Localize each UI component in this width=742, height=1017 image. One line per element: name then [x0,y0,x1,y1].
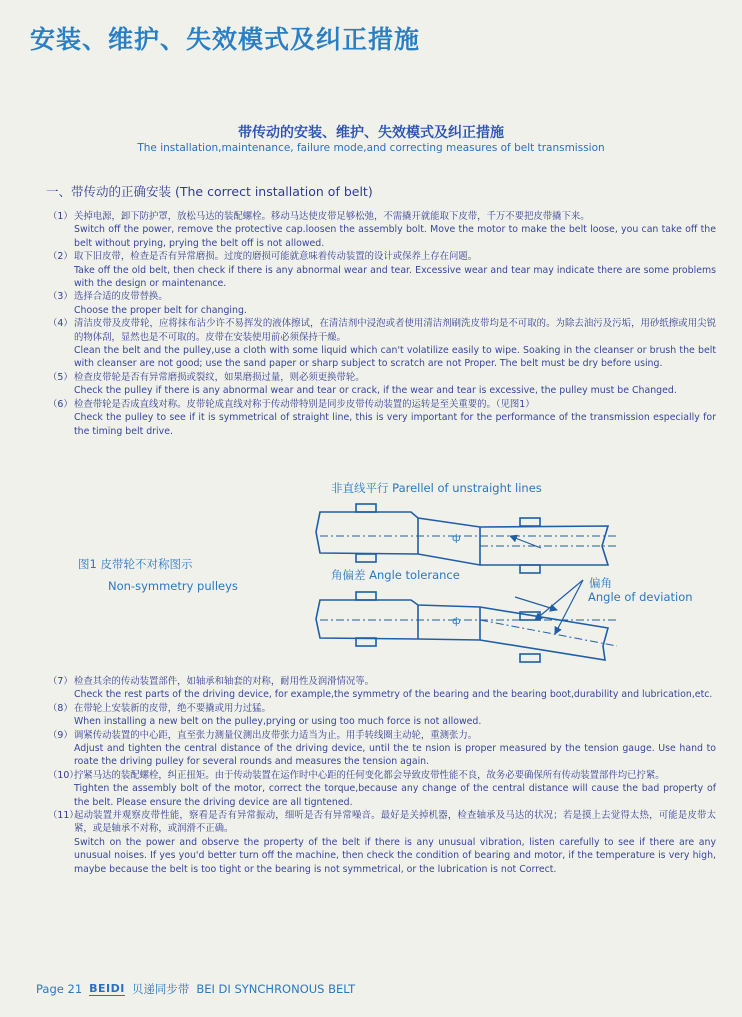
item-text-cn: 关掉电源，卸下防护罩，放松马达的装配螺栓。移动马达使皮带足够松弛，不需撬开就能取下皮带，千万不要把皮带撬下来。 [74,211,590,222]
brand-logo: BEIDI [89,982,125,995]
item-number: （8） [48,702,73,714]
item-text-cn: 在带轮上安装新的皮带，绝不要撬或用力过猛。 [74,702,271,714]
hub-top-right [520,612,540,620]
item-text-cn: 检查其余的传动装置部件，如轴承和轴套的对称，耐用性及润滑情况等。 [74,676,375,687]
item-number: （6） [48,398,73,410]
figure-label-en: Non-symmetry pulleys [108,579,238,593]
list-item [48,250,716,263]
deviation-label-cn: 偏角 [589,576,612,590]
item-text-cn: 检查皮带轮是否有异常磨损或裂纹，如果磨损过量，则必须更换带轮。 [74,371,365,383]
pulley-shaft-outline [316,512,608,565]
list-item [48,729,716,742]
item-text-cn: 清洁皮带及皮带轮，应将抹布沾少许不易挥发的液体擦试，在清洁剂中浸泡或者使用清洁剂刷洗皮带均是不可取的。为除去油污及污垢，用砂纸擦或用尖锐的物体刮，显然也是不可取的。皮带在安装使用前必须保持干燥。 [74,318,716,343]
figure-label-cn: 图1 皮带轮不对称图示 [78,557,193,571]
item-number: （7） [48,676,73,687]
angle-tolerance-label: 角偏差 Angle tolerance [331,568,460,582]
subsection-heading: 一、带传动的正确安装 (The correct installation of belt) [46,184,373,199]
instruction-list-top [48,210,716,438]
item-text-en: When installing a new belt on the pulley,prying or using too much force is not allowed. [74,716,482,728]
item-text-cn: 选择合适的皮带替换。 [74,291,168,303]
pulley-shaft-outline [316,600,608,660]
item-text-en: Adjust and tighten the central distance of the driving device, until the te nsion is proper measured by the tension gauge. Use hand to roate the driving pulley for several rounds and measures the tension again. [74,743,716,768]
brand-name-en: BEI DI SYNCHRONOUS BELT [196,982,356,996]
item-text-en: Check the pulley if there is any abnormal wear and tear or crack, if the wear and tear is excessive, the pulley must be Changed. [74,385,677,397]
list-item [48,398,716,411]
list-item [48,809,716,836]
item-text-en: Switch on the power and observe the property of the belt if there is any unusual vibration, listen carefully to see if there are any unusual noises. If yes you'd better turn off the machine, then check the condition of bearing and motor, if the temperature is very high, maybe because the belt is too tight or the bearing is not symmetrical, or the lubrication is not Correct. [74,836,716,875]
item-text-en: Clean the belt and the pulley,use a cloth with some liquid which can't volatilize easily to wipe. Soaking in the cleanser or brush the belt with cleanser are not good; use the sand paper or sharp subject to scratch are not Proper. The belt must be dry before using. [74,345,716,370]
instruction-list-bottom [48,675,716,876]
brand-name-cn: 贝递同步带 [131,982,190,996]
hub-top-left [356,504,376,512]
list-item [48,317,716,344]
hub-bottom-right [520,565,540,573]
list-item [48,769,716,782]
item-text-cn: 调紧传动装置的中心距，直至张力测量仪测出皮带张力适当为止。用手转线圈主动轮，重测张力。 [74,729,478,741]
parallel-label: 非直线平行 Parellel of unstraight lines [331,481,542,495]
phi-symbol-top: ф [452,533,461,544]
hub-bottom-right [520,654,540,662]
item-number: （9） [48,729,73,741]
page-title: 安装、维护、失效模式及纠正措施 [30,25,421,54]
list-item [48,371,716,384]
page-number: Page 21 [36,982,83,996]
list-item [48,675,716,688]
hub-bottom-left [356,638,376,646]
item-text-en: Check the pulley to see if it is symmetrical of straight line, this is very important for the performance of the transmission especially for the timing belt drive. [74,412,716,437]
item-text-cn: 起动装置并观察皮带性能，察看是否有异常振动，细听是否有异常噪音。最好是关掉机器，检查轴承及马达的状况；若是摸上去觉得太热，可能是皮带太紧，或是轴承不对称，或润滑不正确。 [74,810,716,835]
hub-bottom-left [356,554,376,562]
deviation-label-en: Angle of deviation [588,590,693,604]
item-text-en: Tighten the assembly bolt of the motor, correct the torque,because any change of the central distance will cause the bad property of the belt. Please ensure the driving device are all tigntened. [74,783,716,808]
item-number: （1） [48,211,73,222]
item-text-en: Choose the proper belt for changing. [74,304,247,316]
item-text-en: Switch off the power, remove the protective cap.loosen the assembly bolt. Move the motor to make the belt loose, you can take off the belt without prying, prying the belt off is not allowed. [74,224,716,249]
item-number: （5） [48,371,73,383]
page-footer [36,981,355,997]
item-number: （3） [48,291,73,303]
item-number: （4） [48,318,73,330]
hub-top-right [520,518,540,526]
section-title-en: The installation,maintenance, failure mode,and correcting measures of belt transmission [137,142,605,154]
item-number: （2） [48,251,73,263]
item-text-cn: 检查带轮是否成直线对称。皮带轮成直线对称于传动带特别是同步皮带传动装置的运转是至关重要的。（见图1） [74,398,535,410]
angle-deviation-drawing [316,580,617,662]
item-number: （10） [48,769,79,781]
hub-top-left [356,592,376,600]
list-item [48,290,716,303]
parallel-offset-drawing [316,504,617,573]
item-text-en: Take off the old belt, then check if there is any abnormal wear and tear. Excessive wear and tear may indicate there are some problems with the design or maintenance. [74,264,716,290]
list-item [48,702,716,715]
phi-symbol-bottom: ф [452,616,461,627]
item-number: （11） [48,810,79,822]
section-title-cn: 带传动的安装、维护、失效模式及纠正措施 [238,125,504,141]
item-text-cn: 拧紧马达的装配螺栓，纠正扭矩。由于传动装置在运作时中心距的任何变化都会导致皮带性能不良，故务必要确保所有传动装置部件均已拧紧。 [74,769,665,781]
item-text-cn: 取下旧皮带，检查是否有异常磨损。过度的磨损可能就意味着传动装置的设计或保养上存在问题。 [74,251,478,263]
item-text-en: Check the rest parts of the driving device, for example,the symmetry of the bearing and the bearing boot,durability and lubrication,etc. [74,689,713,701]
list-item [48,210,716,223]
